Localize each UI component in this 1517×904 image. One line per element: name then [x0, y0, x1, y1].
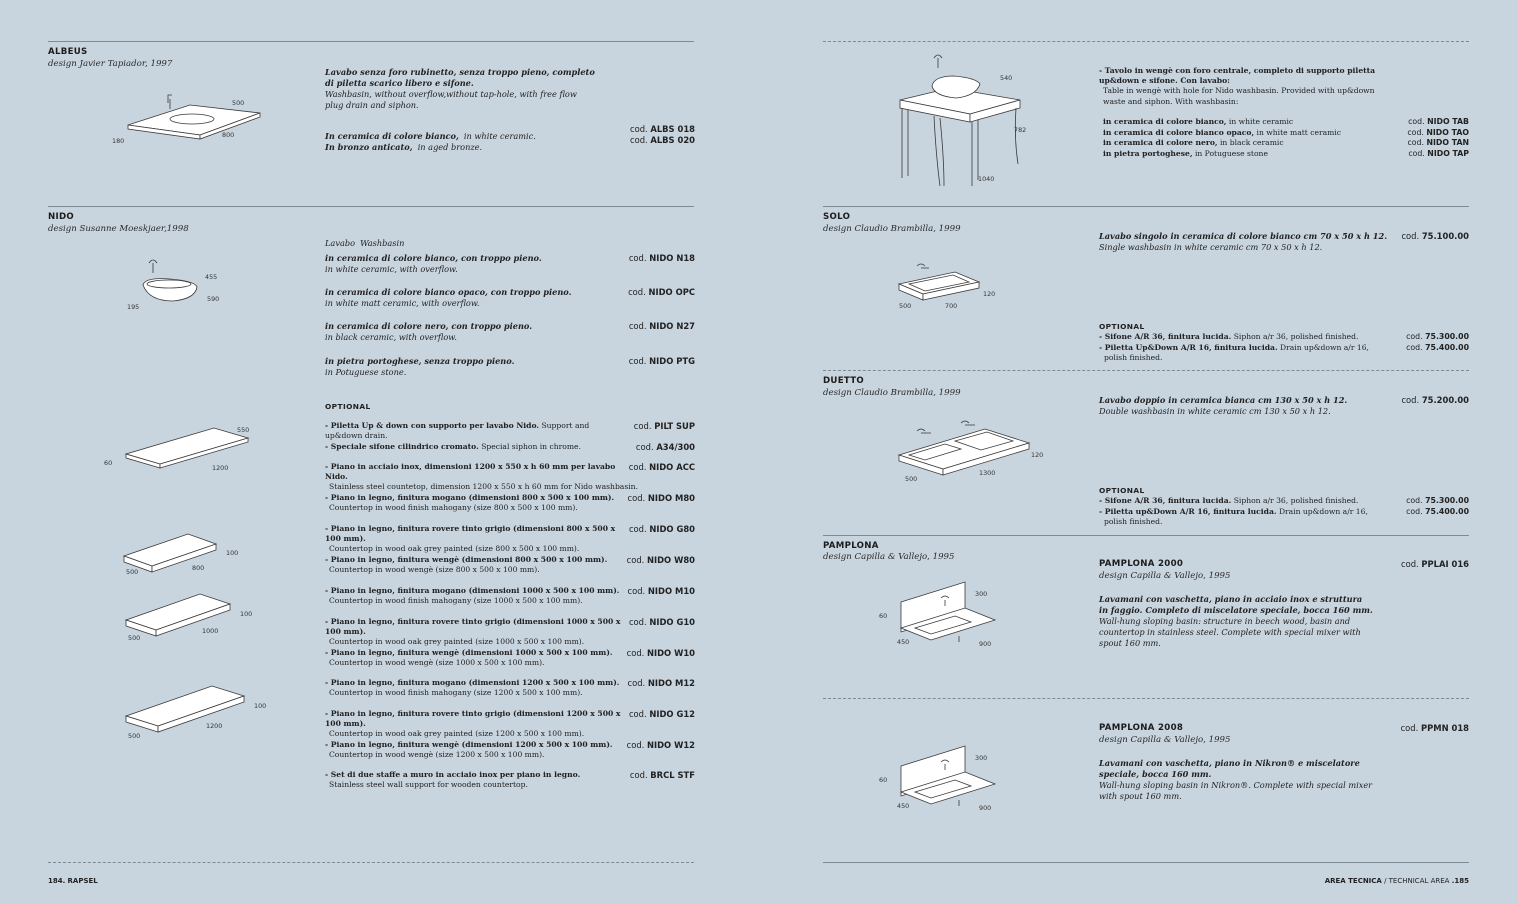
- svg-text:60: 60: [879, 612, 888, 620]
- cod-label: cod.: [629, 124, 648, 134]
- bottom-rule-left: [48, 862, 694, 863]
- albeus-title: ALBEUS: [48, 47, 88, 57]
- item-text: in white matt ceramic: [1256, 127, 1342, 137]
- optional-bold: - Piletta up&Down A/R 16, finitura lucida.: [1099, 506, 1277, 516]
- pamplona-2008-code: [1401, 723, 1469, 734]
- code: NIDO TAP: [1427, 148, 1469, 158]
- pamplona-designer: design Capilla & Vallejo, 1995: [823, 552, 955, 562]
- code-block: [629, 356, 695, 367]
- code: NIDO ACC: [649, 462, 695, 472]
- item-bold: in ceramica di colore bianco,: [1103, 117, 1227, 126]
- item-en: in Potuguese stone.: [325, 367, 407, 377]
- optional-text-en: Stainless steel wall support for wooden countertop.: [329, 780, 528, 790]
- lavabo-it: Lavabo: [325, 238, 355, 248]
- code-block: [627, 648, 695, 659]
- pamplona-2008-desc-it: Lavamani con vaschetta, piano in Nikron® e miscelatore speciale, bocca 160 mm.: [1099, 758, 1360, 779]
- code: NIDO N18: [649, 253, 695, 263]
- duetto-desc-it: Lavabo doppio in ceramica bianca cm 130 x 50 x h 12.: [1099, 395, 1348, 405]
- section-rule: [823, 535, 1469, 536]
- cod-label: cod.: [1407, 127, 1424, 137]
- optional-bold: - Piano in legno, finitura mogano (dimensioni 1000 x 500 x 100 mm).: [325, 586, 620, 595]
- item-it: in pietra portoghese, senza troppo pieno.: [325, 356, 515, 366]
- svg-text:1040: 1040: [978, 175, 995, 183]
- duetto-code: [1401, 395, 1469, 406]
- optional-item: [325, 586, 695, 606]
- item-en: in black ceramic, with overflow.: [325, 332, 457, 342]
- code: NIDO W12: [646, 740, 695, 750]
- pamplona-2000-drawing: [875, 578, 1025, 653]
- optional-text-en: Countertop in wood oak grey painted (size 800 x 500 x 100 mm).: [329, 544, 580, 554]
- code: NIDO TAO: [1426, 127, 1469, 137]
- code: NIDO M10: [647, 586, 695, 596]
- optional-bold: - Piano in legno, finitura rovere tinto grigio (dimensioni 1000 x 500 x 100 mm).: [325, 617, 621, 637]
- optional-item: [325, 770, 695, 790]
- code: NIDO TAN: [1426, 138, 1469, 147]
- code-block: [629, 709, 695, 720]
- svg-text:550: 550: [237, 426, 250, 434]
- item-it: in ceramica di colore bianco, con troppo pieno.: [325, 253, 542, 263]
- cod-label: cod.: [628, 617, 647, 627]
- section-rule: [48, 206, 694, 207]
- item-text: in white ceramic: [1228, 117, 1294, 126]
- code-block: [1406, 332, 1469, 342]
- optional-text-en: Countertop in wood oak grey painted (size 1000 x 500 x 100 mm).: [329, 637, 585, 647]
- page-number-right: .185: [1451, 877, 1469, 885]
- code-block: [628, 493, 696, 504]
- optional-bold: - Piano in legno, finitura wengè (dimensioni 1000 x 500 x 100 mm).: [325, 648, 613, 657]
- nido-item: [325, 321, 695, 343]
- code: NIDO TAB: [1427, 117, 1469, 126]
- cod-label: cod.: [1401, 231, 1420, 241]
- lavabo-en: Washbasin: [360, 238, 405, 248]
- optional-text-en: Countertop in wood wengè (size 1000 x 500 x 100 mm).: [329, 658, 545, 668]
- pamplona-title: PAMPLONA: [823, 541, 879, 551]
- svg-text:450: 450: [897, 638, 910, 646]
- code-block: [1408, 138, 1470, 148]
- code: 75.400.00: [1425, 342, 1469, 352]
- albeus-desc-it: Lavabo senza foro rubinetto, senza troppo pieno, completo di piletta scarico libero e sifone.: [325, 67, 595, 88]
- code: NIDO G10: [649, 617, 695, 627]
- optional-item: [325, 524, 695, 555]
- nido-item: [325, 356, 695, 378]
- optional-text-en: Countertop in wood finish mahogany (size 800 x 500 x 100 mm).: [329, 503, 578, 513]
- tavolo-desc-en: Table in wengè with hole for Nido washbasin. Provided with up&down waste and siphon. With washbasin:: [1103, 86, 1375, 106]
- top-rule-left: [48, 41, 694, 42]
- cod-label: cod.: [628, 253, 647, 263]
- item-text: in Potuguese stone: [1194, 148, 1268, 158]
- code: NIDO OPC: [648, 287, 695, 297]
- pamplona-2000-desc-en: Wall-hung sloping basin: structure in beech wood, basin and countertop in stainless steel. Complete with special mixer with spout 160 mm.: [1099, 616, 1361, 648]
- cod-label: cod.: [1401, 395, 1420, 405]
- code-block: [636, 442, 695, 453]
- svg-text:700: 700: [945, 302, 958, 310]
- optional-item: [325, 462, 695, 493]
- svg-text:782: 782: [1014, 126, 1027, 134]
- optional-item: [325, 678, 695, 698]
- section-rule: [823, 370, 1469, 371]
- svg-text:60: 60: [879, 776, 888, 784]
- albeus-drawing: [110, 95, 270, 155]
- cod-label: cod.: [1406, 332, 1423, 341]
- code: A34/300: [656, 442, 695, 452]
- svg-text:590: 590: [207, 295, 220, 303]
- optional-bold: - Piano in legno, finitura mogano (dimensioni 800 x 500 x 100 mm).: [325, 493, 615, 502]
- footer-left: [48, 877, 98, 885]
- code: BRCL STF: [650, 770, 695, 780]
- code: NIDO W80: [646, 555, 695, 565]
- optional-item: [1099, 332, 1469, 342]
- tavolo-desc-it: - Tavolo in wengè con foro centrale, completo di supporto piletta up&down e sifone. Con lavabo:: [1099, 66, 1376, 86]
- optional-text-en: Countertop in wood finish mahogany (size 1200 x 500 x 100 mm).: [329, 688, 583, 698]
- section-rule: [823, 206, 1469, 207]
- pamplona-2000-designer: design Capilla & Vallejo, 1995: [1099, 571, 1231, 581]
- optional-item: [1099, 496, 1469, 506]
- code: NIDO N27: [649, 321, 695, 331]
- nido-optional-label: OPTIONAL: [325, 402, 371, 411]
- code-block: [629, 253, 695, 264]
- code-block: [1408, 117, 1469, 127]
- code-block: [627, 555, 695, 566]
- optional-text: Support and up&down drain.: [325, 421, 590, 441]
- svg-text:120: 120: [983, 290, 996, 298]
- optional-item: [325, 709, 695, 740]
- cod-label: cod.: [626, 648, 645, 658]
- optional-bold: - Piano in legno, finitura rovere tinto grigio (dimensioni 800 x 500 x 100 mm).: [325, 524, 616, 544]
- optional-text-en: polish finished.: [1104, 516, 1163, 526]
- top-rule-right: [823, 41, 1469, 42]
- code: NIDO W10: [646, 648, 695, 658]
- svg-text:800: 800: [192, 564, 205, 572]
- svg-text:60: 60: [104, 459, 113, 467]
- svg-text:1000: 1000: [202, 627, 219, 635]
- pamplona-2008-desc-en: Wall-hung sloping basin in Nikron®. Complete with special mixer with spout 160 mm.: [1099, 780, 1373, 801]
- optional-text-en: Countertop in wood oak grey painted (size 1200 x 500 x 100 mm).: [329, 729, 585, 739]
- cod-label: cod.: [628, 356, 647, 366]
- tavolo-desc: [1099, 66, 1379, 107]
- optional-text: Special siphon in chrome.: [481, 442, 581, 451]
- code: ALBS 018: [650, 124, 695, 134]
- code: NIDO PTG: [649, 356, 695, 366]
- cod-label: cod.: [1408, 148, 1425, 158]
- nido-lavabo: [325, 231, 404, 250]
- cod-label: cod.: [1406, 342, 1423, 352]
- code: 75.300.00: [1425, 332, 1469, 341]
- section-rule: [823, 698, 1469, 699]
- item-text: in black ceramic: [1219, 138, 1284, 147]
- cod-label: cod.: [629, 770, 648, 780]
- code: NIDO M12: [647, 678, 695, 688]
- optional-text: Drain up&down a/r 16,: [1278, 506, 1368, 516]
- duetto-optional-label: OPTIONAL: [1099, 486, 1145, 495]
- svg-text:300: 300: [975, 754, 988, 762]
- tavolo-item: [1103, 138, 1469, 148]
- code: 75.300.00: [1425, 496, 1469, 505]
- code: PPLAI 016: [1421, 559, 1469, 569]
- code: 75.100.00: [1421, 231, 1469, 241]
- optional-item: [325, 555, 695, 575]
- pamplona-2008-drawing: [875, 742, 1025, 817]
- item-it: in ceramica di colore nero, con troppo pieno.: [325, 321, 533, 331]
- code: NIDO M80: [647, 493, 695, 503]
- cod-label: cod.: [633, 421, 652, 431]
- code: NIDO G80: [649, 524, 695, 534]
- optional-bold: - Piano in legno, finitura wengè (dimensioni 1200 x 500 x 100 mm).: [325, 740, 613, 749]
- optional-text: Drain up&down a/r 16,: [1280, 342, 1369, 352]
- cod-label: cod.: [1406, 506, 1423, 516]
- svg-text:300: 300: [975, 590, 988, 598]
- optional-bold: - Piano in acciaio inox, dimensioni 1200 x 550 x h 60 mm per lavabo Nido.: [325, 462, 616, 482]
- code-block: [629, 524, 695, 535]
- optional-item: [1099, 507, 1469, 527]
- cod-label: cod.: [1408, 117, 1425, 126]
- cod-label: cod.: [628, 709, 647, 719]
- pamplona-2008-designer: design Capilla & Vallejo, 1995: [1099, 735, 1231, 745]
- code-block: [629, 462, 695, 473]
- svg-text:1300: 1300: [979, 469, 996, 477]
- page-number-left: 184.: [48, 877, 66, 885]
- albeus-designer: design Javier Tapiador, 1997: [48, 59, 173, 69]
- section-name: AREA TECNICA: [1324, 877, 1382, 885]
- solo-desc-it: Lavabo singolo in ceramica di colore bianco cm 70 x 50 x h 12.: [1099, 231, 1388, 241]
- optional-item: [1099, 343, 1469, 363]
- code-block: [628, 287, 695, 298]
- optional-bold: - Sifone A/R 36, finitura lucida.: [1099, 496, 1232, 505]
- svg-text:500: 500: [905, 475, 918, 483]
- svg-text:540: 540: [1000, 74, 1013, 82]
- nido-title: NIDO: [48, 212, 75, 222]
- svg-text:900: 900: [979, 640, 992, 648]
- optional-item: [325, 442, 695, 452]
- albeus-desc-en: Washbasin, without overflow,without tap-hole, with free flow plug drain and siphon.: [325, 89, 577, 110]
- duetto-designer: design Claudio Brambilla, 1999: [823, 388, 961, 398]
- item-en: in white ceramic, with overflow.: [325, 264, 458, 274]
- optional-item: [325, 648, 695, 668]
- code: 75.400.00: [1425, 506, 1469, 516]
- code-block: [628, 586, 696, 597]
- svg-text:1200: 1200: [206, 722, 223, 730]
- code-block: [1406, 496, 1469, 506]
- svg-text:120: 120: [1031, 451, 1044, 459]
- code-block: [1406, 507, 1469, 517]
- optional-text: Siphon a/r 36, polished finished.: [1233, 332, 1359, 341]
- optional-bold: - Sifone A/R 36, finitura lucida.: [1099, 332, 1232, 341]
- code: NIDO G12: [649, 709, 695, 719]
- svg-text:1200: 1200: [212, 464, 229, 472]
- section-name-en: TECHNICAL AREA: [1388, 877, 1450, 885]
- solo-designer: design Claudio Brambilla, 1999: [823, 224, 961, 234]
- item-bold: in pietra portoghese,: [1103, 148, 1193, 158]
- cod-label: cod.: [626, 555, 645, 565]
- cod-label: cod.: [1407, 138, 1424, 147]
- optional-text-en: Countertop in wood wengè (size 800 x 500 x 100 mm).: [329, 565, 540, 575]
- svg-text:500: 500: [232, 99, 245, 107]
- code: 75.200.00: [1421, 395, 1469, 405]
- item-it: In bronzo anticato,: [325, 142, 413, 152]
- duetto-desc-en: Double washbasin in white ceramic cm 130 x 50 x h 12.: [1099, 406, 1331, 416]
- code-block: [629, 617, 695, 628]
- item-it: In ceramica di colore bianco,: [325, 131, 459, 141]
- svg-text:500: 500: [126, 568, 139, 576]
- cod-label: cod.: [628, 524, 647, 534]
- code-block: [627, 740, 695, 751]
- tavolo-item: [1103, 128, 1469, 138]
- svg-text:180: 180: [112, 137, 125, 145]
- solo-optional-label: OPTIONAL: [1099, 322, 1145, 331]
- svg-text:455: 455: [205, 273, 218, 281]
- svg-text:500: 500: [899, 302, 912, 310]
- optional-bold: - Set di due staffe a muro in acciaio inox per piano in legno.: [325, 770, 581, 779]
- cod-label: cod.: [1400, 723, 1419, 733]
- optional-item: [325, 493, 695, 513]
- item-it: in ceramica di colore bianco opaco, con troppo pieno.: [325, 287, 572, 297]
- svg-text:500: 500: [128, 634, 141, 642]
- code-block: [1407, 128, 1469, 138]
- pamplona-2000-desc-it: Lavamani con vaschetta, piano in acciaio inox e struttura in faggio. Completo di miscelatore speciale, bocca 160 mm.: [1099, 594, 1373, 615]
- code-block: [630, 770, 695, 781]
- pamplona-2000-title: PAMPLONA 2000: [1099, 559, 1184, 569]
- solo-desc-en: Single washbasin in white ceramic cm 70 x 50 x h 12.: [1099, 242, 1323, 252]
- svg-text:100: 100: [254, 702, 267, 710]
- optional-item: [325, 421, 695, 441]
- item-en: in white matt ceramic, with overflow.: [325, 298, 480, 308]
- albeus-item-1: [325, 135, 695, 154]
- cod-label: cod.: [628, 287, 646, 297]
- solo-title: SOLO: [823, 212, 851, 222]
- item-en: in white ceramic.: [463, 131, 536, 141]
- svg-text:195: 195: [127, 303, 140, 311]
- code: PILT SUP: [654, 421, 695, 431]
- svg-text:800: 800: [222, 131, 235, 139]
- nido-countertop-drawings: [100, 420, 280, 750]
- cod-label: cod.: [628, 462, 647, 472]
- optional-bold: - Piletta Up&Down A/R 16, finitura lucida.: [1099, 342, 1278, 352]
- optional-text-en: Countertop in wood wengè (size 1200 x 500 x 100 mm).: [329, 750, 545, 760]
- cod-label: cod.: [1401, 559, 1419, 569]
- nido-item: [325, 287, 695, 309]
- optional-bold: - Piano in legno, finitura rovere tinto grigio (dimensioni 1200 x 500 x 100 mm).: [325, 709, 621, 729]
- tavolo-item: [1103, 117, 1469, 127]
- code-block: [1408, 149, 1469, 159]
- cod-label: cod.: [627, 493, 646, 503]
- duetto-drawing: [895, 415, 1055, 490]
- optional-text: Siphon a/r 36, polished finished.: [1233, 496, 1359, 505]
- nido-designer: design Susanne Moeskjaer,1998: [48, 224, 189, 234]
- tavolo-item: [1103, 149, 1469, 159]
- svg-text:100: 100: [240, 610, 253, 618]
- svg-text:500: 500: [128, 732, 141, 740]
- code-block: [629, 321, 695, 332]
- cod-label: cod.: [627, 586, 646, 596]
- optional-bold: - Piano in legno, finitura wengè (dimensioni 800 x 500 x 100 mm).: [325, 555, 608, 564]
- code: PPMN 018: [1420, 723, 1469, 733]
- code: ALBS 020: [650, 135, 695, 145]
- svg-text:100: 100: [226, 549, 239, 557]
- optional-bold: - Piletta Up & down con supporto per lavabo Nido.: [325, 421, 540, 430]
- optional-item: [325, 617, 695, 648]
- optional-text-en: Stainless steel countetop, dimension 1200 x 550 x h 60 mm for Nido washbasin.: [329, 482, 638, 492]
- brand-name: RAPSEL: [67, 877, 98, 885]
- item-en: in aged bronze.: [417, 142, 483, 152]
- cod-label: cod.: [628, 321, 647, 331]
- item-bold: in ceramica di colore bianco opaco,: [1103, 127, 1255, 137]
- code-block: [628, 678, 696, 689]
- footer-right: [1325, 877, 1469, 885]
- optional-text-en: polish finished.: [1104, 352, 1163, 362]
- svg-text:450: 450: [897, 802, 910, 810]
- duetto-title: DUETTO: [823, 376, 865, 386]
- optional-text-en: Countertop in wood finish mahogany (size 1000 x 500 x 100 mm).: [329, 596, 583, 606]
- tavolo-drawing: [890, 50, 1050, 200]
- item-bold: in ceramica di colore nero,: [1103, 138, 1218, 147]
- solo-code: [1401, 231, 1469, 242]
- cod-label: cod.: [635, 442, 654, 452]
- optional-item: [325, 740, 695, 760]
- pamplona-2000-code: [1401, 559, 1469, 570]
- solo-drawing: [895, 260, 995, 315]
- cod-label: cod.: [1406, 496, 1423, 505]
- cod-label: cod.: [627, 678, 646, 688]
- pamplona-2008-title: PAMPLONA 2008: [1099, 723, 1184, 733]
- nido-item: [325, 253, 695, 275]
- optional-bold: - Speciale sifone cilindrico cromato.: [325, 442, 479, 451]
- code-block: [634, 421, 695, 432]
- svg-text:900: 900: [979, 804, 992, 812]
- optional-bold: - Piano in legno, finitura mogano (dimensioni 1200 x 500 x 100 mm).: [325, 678, 620, 687]
- cod-label: cod.: [626, 740, 645, 750]
- code-block: [1406, 343, 1469, 353]
- nido-drawing: [125, 255, 235, 315]
- bottom-rule-right: [823, 862, 1469, 863]
- cod-label: cod.: [629, 135, 648, 145]
- separator: /: [1381, 877, 1389, 885]
